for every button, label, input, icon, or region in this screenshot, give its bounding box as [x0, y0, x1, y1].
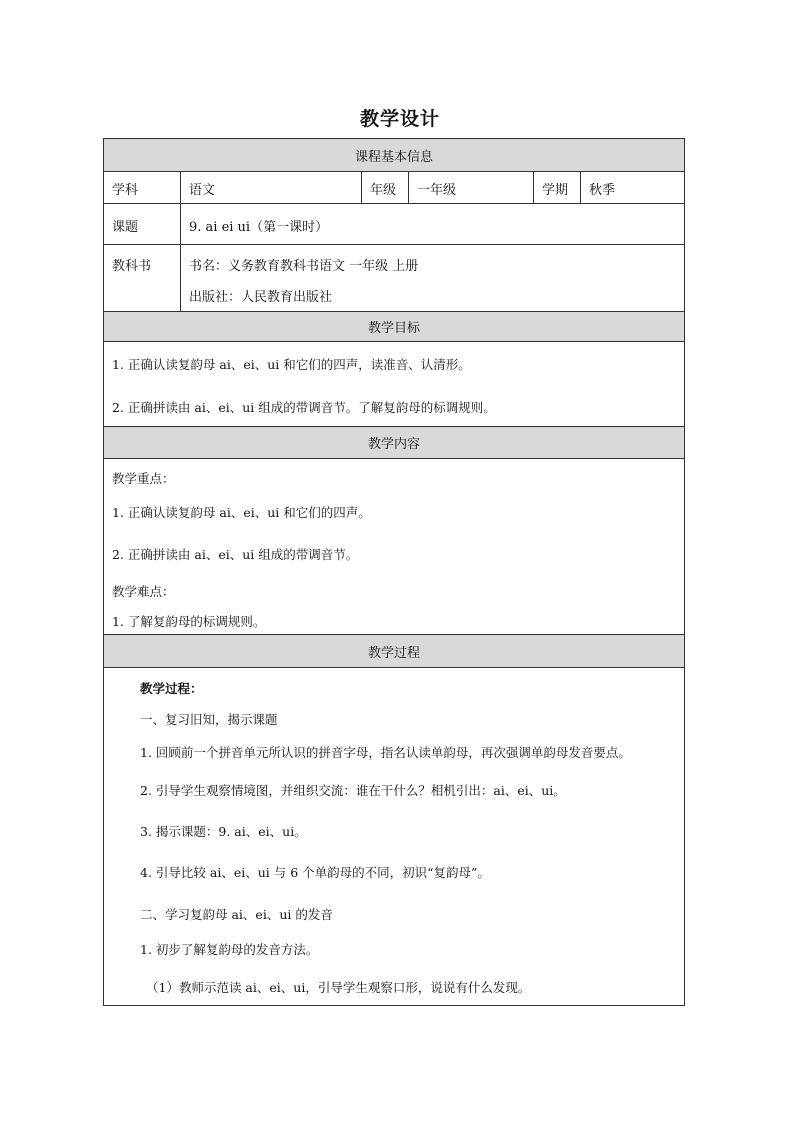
section-header-basic-info: 课程基本信息	[103, 138, 685, 172]
topic-value-cell	[180, 203, 685, 245]
process-step: 4. 引导比较 ai、ei、ui 与 6 个单韵母的不同，初识“复韵母”。	[140, 865, 490, 880]
topic-label-cell	[103, 203, 181, 245]
process-step: 1. 初步了解复韵母的发音方法。	[140, 942, 319, 957]
section-header-goals: 教学目标	[103, 311, 685, 342]
grade-value: 一年级	[417, 183, 457, 198]
grade-label-cell	[361, 171, 409, 204]
process-step: 3. 揭示课题：9. ai、ei、ui。	[140, 824, 307, 839]
subject-label-cell	[103, 171, 181, 204]
difficult-points-label: 教学难点：	[112, 584, 175, 599]
term-label: 学期	[542, 183, 569, 198]
process-step: 1. 回顾前一个拼音单元所认识的拼音字母，指名认读单韵母，再次强调单韵母发音要点。	[140, 745, 631, 760]
key-points-label: 教学重点：	[112, 471, 175, 486]
textbook-label-cell	[103, 244, 181, 312]
content-box	[103, 458, 685, 635]
subject-value: 语文	[189, 183, 216, 198]
term-label-cell	[533, 171, 581, 204]
goal-item: 2. 正确拼读由 ai、ei、ui 组成的带调音节。了解复韵母的标调规则。	[112, 400, 496, 415]
topic-label: 课题	[112, 220, 139, 235]
section-header-content: 教学内容	[103, 426, 685, 459]
goal-item: 1. 正确认读复韵母 ai、ei、ui 和它们的四声，读准音、认清形。	[112, 357, 471, 372]
textbook-publisher: 出版社：人民教育出版社	[189, 290, 333, 305]
process-heading: 教学过程：	[140, 681, 203, 696]
grade-value-cell	[408, 171, 534, 204]
subject-label: 学科	[112, 183, 139, 198]
key-point-item: 2. 正确拼读由 ai、ei、ui 组成的带调音节。	[112, 547, 359, 562]
textbook-value-cell	[180, 244, 685, 312]
textbook-label: 教科书	[112, 259, 152, 274]
process-part-title: 一、复习旧知，揭示课题	[140, 712, 278, 727]
process-box	[103, 667, 685, 1006]
difficult-point-item: 1. 了解复韵母的标调规则。	[112, 614, 266, 629]
grade-label: 年级	[370, 183, 397, 198]
process-substep: （1）教师示范读 ai、ei、ui，引导学生观察口形，说说有什么发现。	[146, 980, 531, 995]
goals-box	[103, 341, 685, 427]
term-value: 秋季	[589, 183, 616, 198]
process-step: 2. 引导学生观察情境图，并组织交流：谁在干什么？相机引出：ai、ei、ui。	[140, 783, 566, 798]
textbook-name: 书名：义务教育教科书语文 一年级 上册	[189, 259, 419, 274]
term-value-cell	[580, 171, 685, 204]
key-point-item: 1. 正确认读复韵母 ai、ei、ui 和它们的四声。	[112, 505, 371, 520]
topic-value: 9. ai ei ui（第一课时）	[189, 220, 329, 235]
process-part-title: 二、学习复韵母 ai、ei、ui 的发音	[140, 907, 333, 922]
section-header-process: 教学过程	[103, 634, 685, 668]
subject-value-cell	[180, 171, 362, 204]
document-title: 教学设计	[359, 108, 440, 130]
